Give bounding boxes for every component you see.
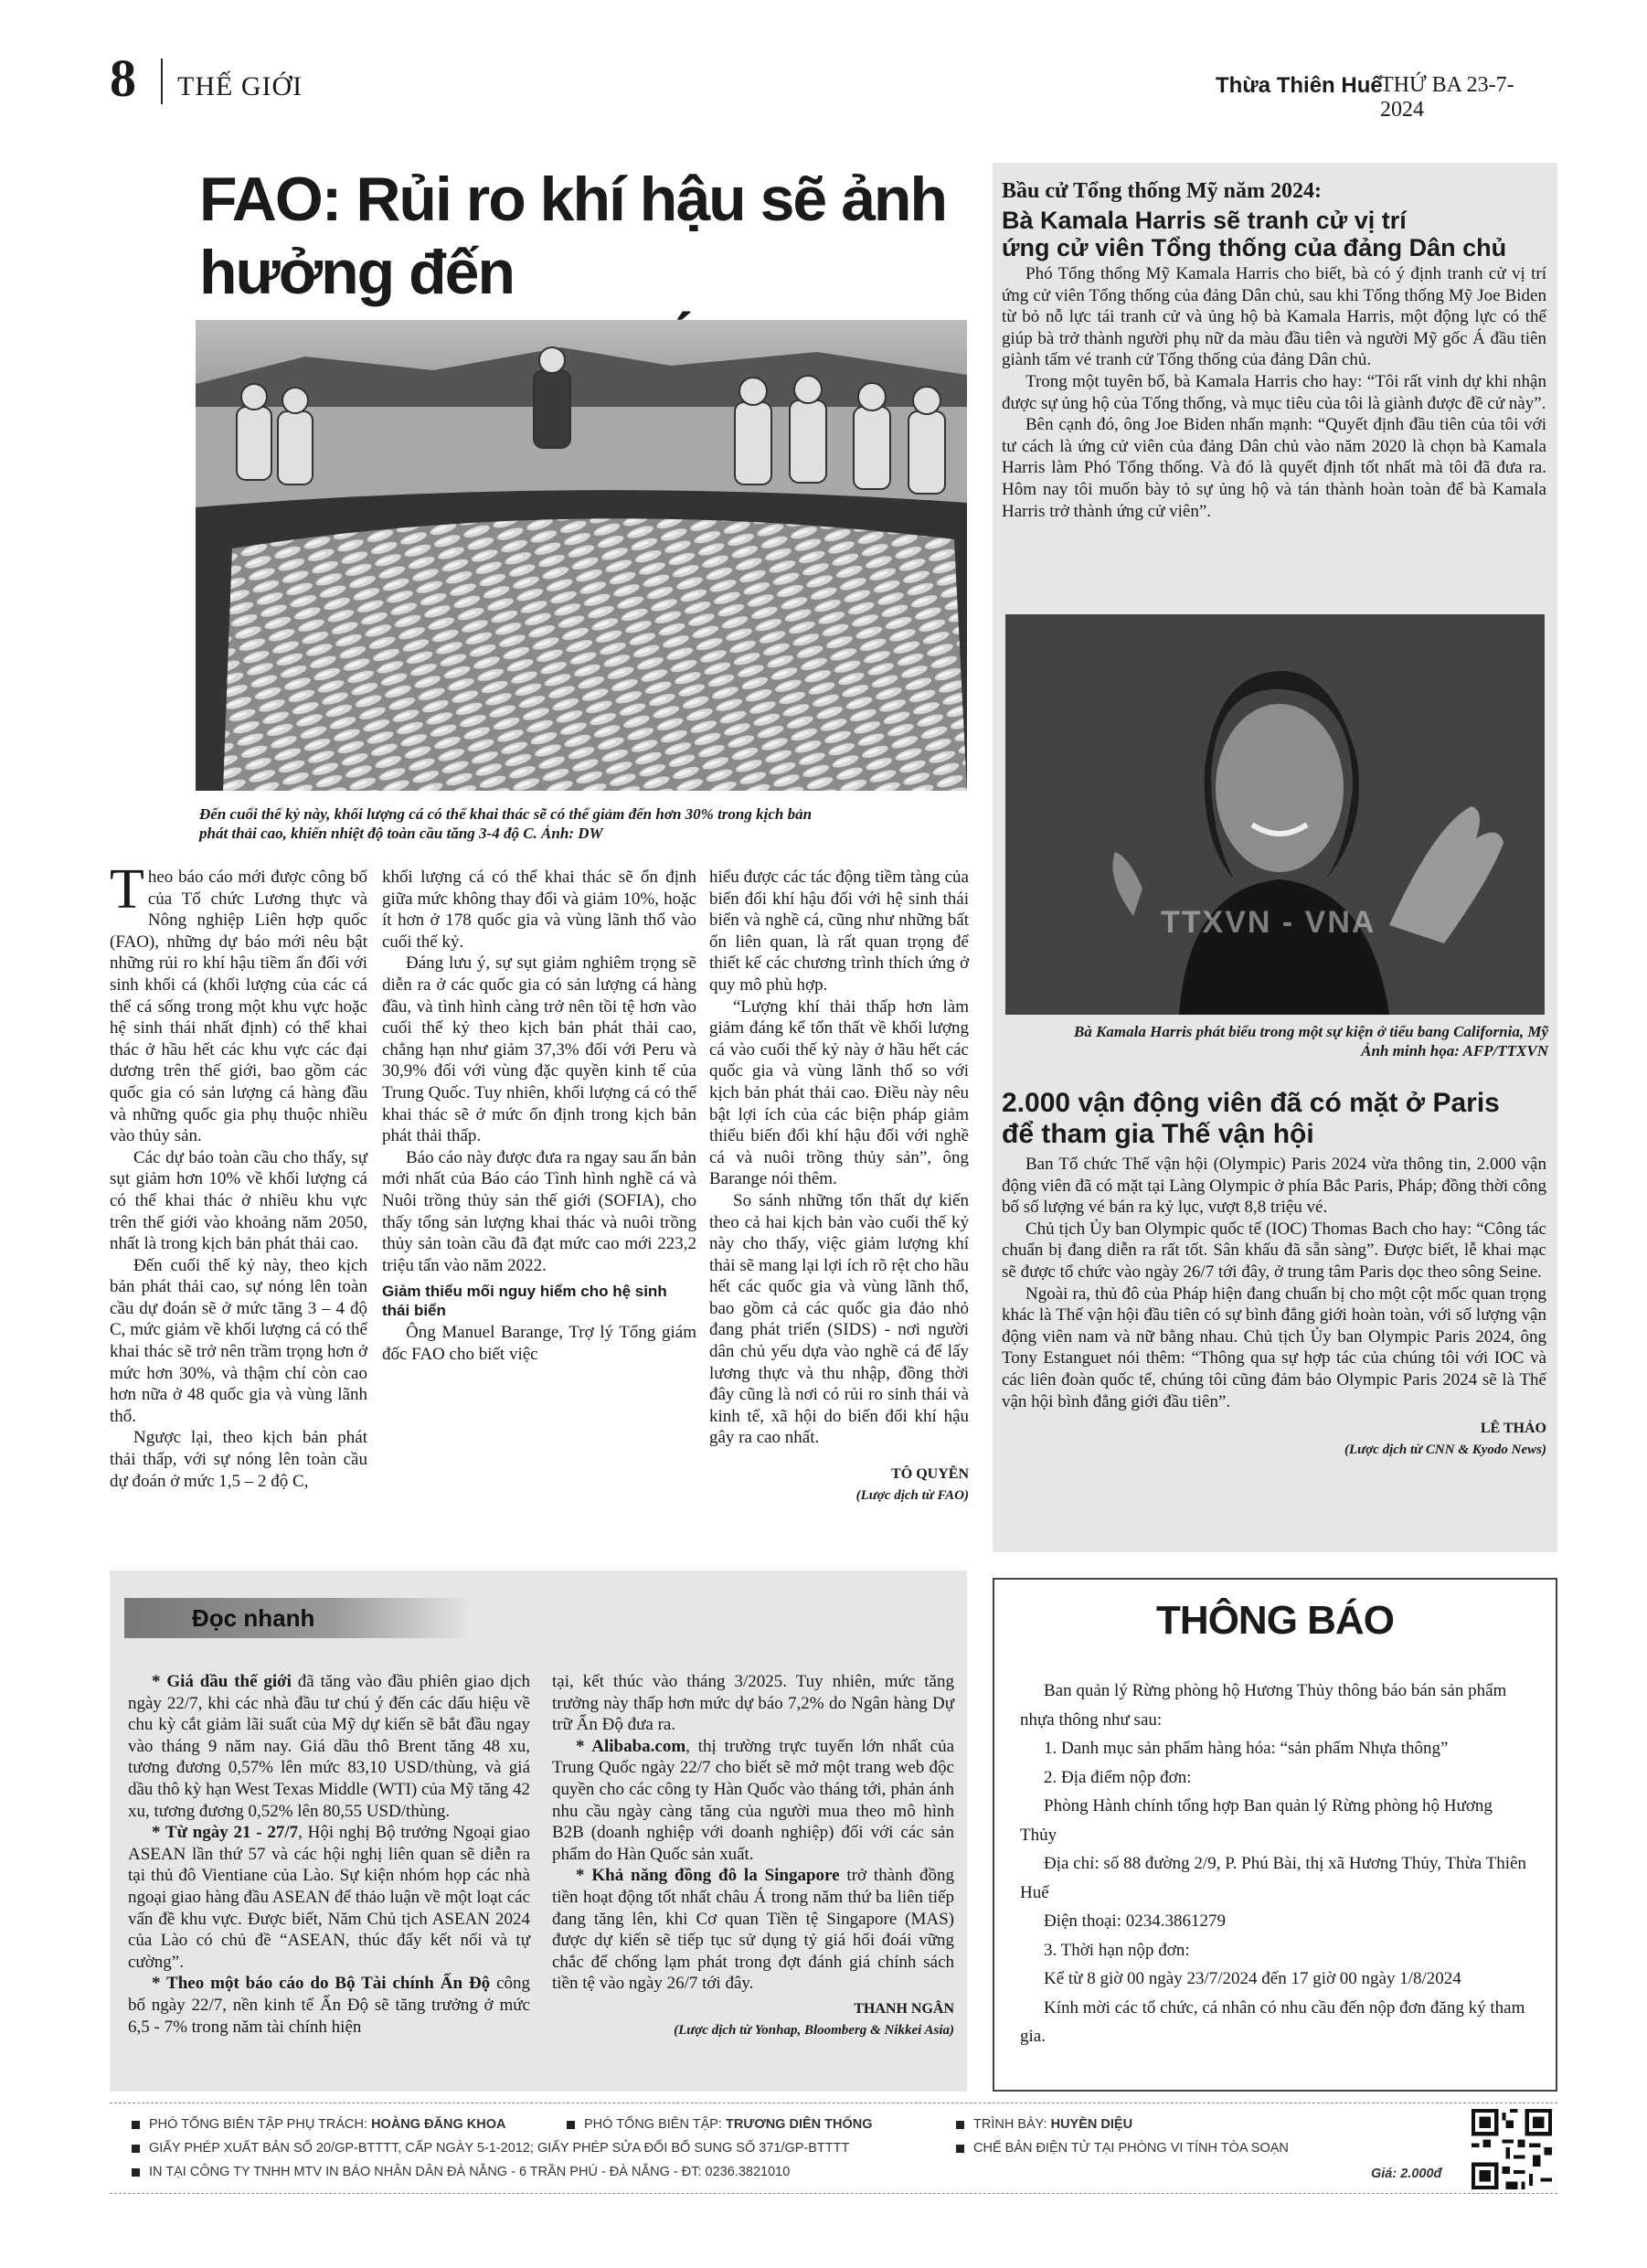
footer-value: IN TẠI CÔNG TY TNHH MTV IN BÁO NHÂN DÂN ĐÀ NẴNG - 6 TRẦN PHÚ - ĐÀ NẴNG - ĐT: 0236.3821010 [149, 2165, 791, 2179]
quick-read-item-bold: * Theo một báo cáo do Bộ Tài chính Ấn Độ [152, 1974, 491, 1994]
quick-read-item-text: đã tăng vào đầu phiên giao dịch ngày 22/7, khi các nhà đầu tư chú ý đến các dấu hiệu về chu kỳ cắt giảm lãi suất của Mỹ dự kiến sẽ bắt đầu ngay vào tháng 9 năm nay. Giá dầu thô Brent tăng 48 xu, tương đương 0,57% lên mức 83,10 USD/thùng, và giá dầu thô kỳ hạn West Texas Middle (WTI) của Mỹ tăng 42 xu, tương đương 0,52% lên 80,55 USD/thùng. [128, 1672, 530, 1821]
harris-photo-watermark: TTXVN - VNA [1161, 905, 1376, 940]
bullet-square-icon [132, 2168, 140, 2177]
main-col1-para: Theo báo cáo mới được công bố của Tổ chức Lương thực và Nông nghiệp Liên hợp quốc (FAO), những dự báo mới nêu bật những rủi ro khí hậu tiềm ẩn đối với sinh khối cá (khối lượng của các cá thể cá sống trong một khu vực hoặc hệ sinh thái nhất định) có thể khai thác ở hầu hết các khu vực các đại dương trên thế giới, bao gồm các quốc gia có sản lượng cá hàng đầu và những quốc gia phụ thuộc nhiều vào thủy sản. [110, 858, 367, 1146]
notice-line: Kính mời các tổ chức, cá nhân có nhu cầu đến nộp đơn đăng ký tham gia. [1020, 1997, 1525, 2046]
notice-body [1020, 1677, 1532, 2051]
quick-read-item-text: , Hội nghị Bộ trưởng Ngoại giao ASEAN lần thứ 57 và các hội nghị liên quan sẽ diễn ra tại thủ đô Vientiane của Lào. Sự kiện nhóm họp các nhà ngoại giao hàng đầu ASEAN để thảo luận về một loạt các vấn đề khu vực. Được biết, Năm Chủ tịch ASEAN 2024 của Lào có chủ đề “ASEAN, thúc đẩy kết nối và tự cường”. [128, 1823, 530, 1972]
footer-typeset [956, 2138, 1289, 2158]
notice-line: Điện thoại: 0234.3861279 [1044, 1911, 1226, 1931]
olympic-headline-line2: để tham gia Thế vận hội [1002, 1119, 1314, 1149]
quick-read-item-bold: * Khả năng đồng đô la Singapore [576, 1866, 840, 1886]
notice-line: Ban quản lý Rừng phòng hộ Hương Thủy thông báo bán sản phẩm nhựa thông như sau: [1020, 1681, 1507, 1730]
olympic-headline [1002, 1088, 1550, 1150]
footer-license [132, 2138, 849, 2158]
notice-line: 2. Địa điểm nộp đơn: [1044, 1767, 1192, 1787]
footer-layout [956, 2114, 1132, 2135]
footer-label: PHÓ TỔNG BIÊN TẬP: [584, 2117, 722, 2132]
fish-net-photo [196, 320, 967, 791]
harris-para: Bên cạnh đó, ông Joe Biden nhấn mạnh: “Quyết định đầu tiên của tôi với tư cách là ứng cử viên của đảng Dân chủ vào năm 2020 là chọn bà Kamala Harris làm Phó Tổng thống. Và đó là quyết định tốt nhất mà tôi đã đưa ra. Hôm nay tôi muốn bày tỏ sự ủng hộ và tán thành hoàn toàn để bà Kamala Harris trở thành ứng cử viên”. [1002, 415, 1546, 521]
bullet-square-icon [567, 2121, 575, 2129]
quick-read-title-bar [124, 1598, 472, 1638]
olympic-source: (Lược dịch từ CNN & Kyodo News) [1344, 1442, 1546, 1457]
bullet-square-icon [956, 2145, 964, 2153]
fish-net-illustration [196, 320, 967, 791]
notice-line [1020, 1734, 1532, 1763]
footer-value: HOÀNG ĐĂNG KHOA [371, 2117, 506, 2132]
footer-printer [132, 2162, 790, 2182]
olympic-author: LÊ THẢO [1480, 1421, 1546, 1437]
main-col1-para: Đến cuối thế kỷ này, theo kịch bản phát thải cao, sự nóng lên toàn cầu dự đoán sẽ ở mức tăng 3 – 4 độ C, mức giảm về khối lượng cá có thể khai thác sẽ trở nên trầm trọng hơn ở mức hơn 30%, và thậm chí còn cao hơn nữa ở 48 quốc gia và vùng lãnh thổ. [110, 1255, 367, 1426]
quick-read-item-text: công bố ngày 22/7, nền kinh tế Ấn Độ sẽ tăng trưởng ở mức 6,5 - 7% trong năm tài chính hiện [128, 1974, 530, 2037]
quick-read-item [128, 1973, 530, 2038]
quick-read-source: (Lược dịch từ Yonhap, Bloomberg & Nikkei Asia) [674, 2022, 954, 2038]
main-col3-para: “Lượng khí thải thấp hơn làm giảm đáng kể tổn thất về khối lượng cá vào cuối thế kỷ này ở hầu hết các quốc gia và vùng lãnh thổ so với kịch bản phát thải cao. Điều này nêu bật lợi ích của các biện pháp giảm thiểu biến đổi khí hậu đối với nghề cá và nuôi trồng thủy sản”, ông Barange nói thêm. [709, 996, 969, 1189]
main-col2-para: khối lượng cá có thể khai thác sẽ ổn định giữa mức không thay đổi và giảm 10%, hoặc ít hơn ở 178 quốc gia và vùng lãnh thổ vào cuối thế kỷ. [382, 868, 696, 952]
publication-name: Thừa Thiên Huế [1216, 73, 1383, 98]
quick-read-item [128, 1671, 530, 1822]
harris-body [1002, 263, 1546, 522]
fish-caption-line1: Đến cuối thế kỷ này, khối lượng cá có thể khai thác sẽ có thể giảm đến hơn 30% trong kịch bản [199, 805, 813, 823]
harris-caption-line1: Bà Kamala Harris phát biểu trong một sự kiện ở tiểu bang California, Mỹ [1073, 1023, 1548, 1040]
quick-read-item-bold: * Giá dầu thế giới [152, 1672, 292, 1691]
notice-line-text: 1. Danh mục sản phẩm hàng hóa: “sản phẩm Nhựa thông” [1044, 1739, 1449, 1758]
page-number: 8 [110, 48, 136, 108]
footer-label: PHÓ TỔNG BIÊN TẬP PHỤ TRÁCH: [149, 2117, 368, 2132]
notice-box [993, 1578, 1557, 2092]
fish-caption-line2: phát thải cao, khiến nhiệt độ toàn cầu tăng 3-4 độ C. Ảnh: DW [199, 825, 603, 842]
main-col3-para: hiểu được các tác động tiềm tàng của biến đổi khí hậu đối với hệ sinh thái biển và nghề cá, cũng như những bất ổn liên quan, là rất quan trọng để thiết kế các chương trình thích ứng ở quy mô phù hợp. [709, 868, 969, 995]
header-divider [161, 59, 163, 104]
harris-photo-caption [1002, 1022, 1548, 1060]
main-source: (Lược dịch từ FAO) [855, 1487, 969, 1503]
main-col1-para: Ngược lại, theo kịch bản phát thải thấp, với sự nóng lên toàn cầu dự đoán ở mức 1,5 – 2 độ C, [110, 1428, 367, 1491]
quick-read-item-text: tại, kết thúc vào tháng 3/2025. Tuy nhiên, mức tăng trưởng này thấp hơn mức dự báo 7,2% do Ngân hàng Dự trữ Ấn Độ đưa ra. [552, 1672, 954, 1735]
quick-read-author: THANH NGÂN [854, 2000, 954, 2017]
harris-portrait-illustration [1005, 614, 1545, 1015]
harris-headline [1002, 207, 1550, 261]
harris-para: Trong một tuyên bố, bà Kamala Harris cho hay: “Tôi rất vinh dự khi nhận được sự ủng hộ của Tổng thống, và mục tiêu của tôi là giành được đề cử này”. [1002, 371, 1546, 413]
main-col2-para: Báo cáo này được đưa ra ngay sau ấn bản mới nhất của Báo cáo Tình hình nghề cá và Nuôi trồng thủy sản thế giới (SOFIA), cho thấy tổng sản lượng khai thác và nuôi trồng thủy sản toàn cầu đã đạt mức cao mới 223,2 triệu tấn vào năm 2022. [382, 1147, 696, 1275]
fish-photo-caption [199, 804, 976, 843]
bullet-square-icon [132, 2145, 140, 2153]
main-col-1 [110, 858, 367, 1492]
footer-label: TRÌNH BÀY: [973, 2117, 1047, 2132]
quick-read-item-text: trở thành đồng tiền hoạt động tốt nhất châu Á trong năm thứ ba liên tiếp đang tăng lên, khi Cơ quan Tiền tệ Singapore (MAS) được dự kiến sẽ tiếp tục sử dụng tỷ giá hối đoái vững chắc để chống lạm phát trong đợt đánh giá chính sách tiền tệ vào ngày 26/7 tới đây. [552, 1866, 954, 1994]
notice-line: Phòng Hành chính tổng hợp Ban quản lý Rừng phòng hộ Hương Thủy [1020, 1796, 1493, 1845]
main-col-3 [709, 867, 969, 1507]
quick-read-title: Đọc nhanh [192, 1604, 315, 1632]
harris-headline-line1: Bà Kamala Harris sẽ tranh cử vị trí [1002, 207, 1407, 234]
main-col2-para: Ông Manuel Barange, Trợ lý Tổng giám đốc FAO cho biết việc [382, 1323, 696, 1364]
harris-para: Phó Tổng thống Mỹ Kamala Harris cho biết, bà có ý định tranh cử vị trí ứng cử viên Tổng thống của đảng Dân chủ, sau khi Tổng thống Mỹ Joe Biden từ bỏ nỗ lực tái tranh cử và ủng hộ bà Kamala Harris, một động lực có thể giúp bà trở thành người phụ nữ da màu đầu tiên và người Mỹ gốc Á đầu tiên giành tấm vé tranh cử Tổng thống của đảng Dân chủ. [1002, 264, 1546, 370]
main-col2-para: Đáng lưu ý, sự sụt giảm nghiêm trọng sẽ diễn ra ở các quốc gia có sản lượng cá hàng đầu, và tình hình càng trở nên tồi tệ hơn vào cuối thế kỷ theo kịch bản phát thải cao, chẳng hạn như giảm 37,3% đối với Peru và 30,9% đối với vùng đặc quyền kinh tế của Trung Quốc. Tuy nhiên, khối lượng cá có thể khai thác sẽ ở mức ổn định trong kịch bản phát thải thấp. [382, 953, 696, 1146]
issue-date: THỨ BA 23-7-2024 [1380, 73, 1514, 122]
bullet-square-icon [132, 2121, 140, 2129]
quick-read-item [552, 1736, 954, 1866]
quick-read-item-bold: * Từ ngày 21 - 27/7 [152, 1823, 299, 1843]
footer-value: CHẾ BẢN ĐIỆN TỬ TẠI PHÒNG VI TÍNH TÒA SOẠN [973, 2141, 1289, 2156]
olympic-para: Ngoài ra, thủ đô của Pháp hiện đang chuẩn bị cho một cột mốc quan trọng khác là Thế vận hội đầu tiên có sự bình đẳng giới hoàn toàn, với số lượng vận động viên nam và nữ bằng nhau. Chủ tịch Ủy ban Olympic Paris 2024, ông Tony Estanguet nói thêm: “Thông qua sự hợp tác của chúng tôi với IOC và các liên đoàn quốc tế, chúng tôi cũng đảm bảo Olympic Paris 2024 sẽ là Thế vận hội bình đẳng giới đầu tiên”. [1002, 1283, 1546, 1411]
quick-read-item [552, 1671, 954, 1736]
section-name: THẾ GIỚI [177, 71, 303, 101]
notice-line: Địa chỉ: số 88 đường 2/9, P. Phú Bài, thị xã Hương Thủy, Thừa Thiên Huế [1020, 1854, 1526, 1902]
footer-deputy-editor-2 [567, 2114, 873, 2135]
harris-headline-line2: ứng cử viên Tổng thống của đảng Dân chủ [1002, 234, 1507, 261]
bullet-square-icon [956, 2121, 964, 2129]
footer-value: GIẤY PHÉP XUẤT BẢN SỐ 20/GP-BTTTT, CẤP NGÀY 5-1-2012; GIẤY PHÉP SỬA ĐỔI BỔ SUNG SỐ 371/GP-BTTTT [149, 2141, 850, 2156]
olympic-body [1002, 1154, 1546, 1461]
harris-caption-line2: Ảnh minh họa: AFP/TTXVN [1361, 1042, 1548, 1059]
notice-title: THÔNG BÁO [1156, 1598, 1394, 1643]
main-headline-line1: FAO: Rủi ro khí hậu sẽ ảnh hưởng đến [199, 165, 946, 307]
quick-read-item-text: , thị trường trực tuyến lớn nhất của Trung Quốc ngày 22/7 cho biết sẽ mở một trang web độc quyền cho các công ty Hàn Quốc vào tháng tới, phản ánh nhu cầu ngày càng tăng của người mua theo mô hình B2B (doanh nghiệp với doanh nghiệp) đối với các sản phẩm do Hàn Quốc sản xuất. [552, 1736, 955, 1864]
quick-read-item [128, 1822, 530, 1973]
footer-price: Giá: 2.000đ [1371, 2167, 1442, 2181]
main-subhead: Giảm thiểu mối nguy hiểm cho hệ sinh thái biển [382, 1283, 667, 1320]
harris-kicker: Bầu cử Tổng thống Mỹ năm 2024: [1002, 179, 1323, 203]
footer-deputy-editor [132, 2114, 505, 2135]
qr-code-icon [1472, 2109, 1552, 2189]
footer-value: HUYỀN DIỆU [1050, 2117, 1133, 2132]
olympic-para: Chủ tịch Ủy ban Olympic quốc tế (IOC) Thomas Bach cho hay: “Công tác chuẩn bị đang diễn ra rất tốt. Sân khấu đã sẵn sàng”. Được biết, lễ khai mạc sẽ được tổ chức vào ngày 26/7 tới đây, ở trung tâm Paris dọc theo sông Seine. [1002, 1219, 1546, 1282]
olympic-para: Ban Tổ chức Thế vận hội (Olympic) Paris 2024 vừa thông tin, 2.000 vận động viên đã có mặt tại Làng Olympic ở phía Bắc Paris, Pháp; đồng thời công bố số lượng vé bán ra kỷ lục, vượt 8,8 triệu vé. [1002, 1155, 1546, 1218]
main-col3-para: So sánh những tổn thất dự kiến theo cả hai kịch bản vào cuối thế kỷ này cho thấy, việc giảm lượng khí thải sẽ mang lại lợi ích rõ rệt cho hầu hết các quốc gia và vùng lãnh thổ, bao gồm cả các quốc gia đảo nhỏ đang phát triển (SIDS) - nơi người dân chủ yếu dựa vào nghề cá để lấy lương thực và thu nhập, đồng thời đây cũng là nơi có rủi ro sinh thái và kinh tế, xã hội do biến đổi khí hậu gây ra cao nhất. [709, 1190, 969, 1448]
quick-read-item-bold: * Alibaba.com [576, 1736, 686, 1756]
quick-read-col-2 [552, 1671, 954, 2041]
footer [110, 2103, 1557, 2194]
harris-photo [1005, 614, 1545, 1015]
olympic-headline-line1: 2.000 vận động viên đã có mặt ở Paris [1002, 1088, 1500, 1118]
quick-read-item [552, 1865, 954, 1995]
main-col1-para: Các dự báo toàn cầu cho thấy, sự sụt giảm hơn 10% về khối lượng cá có thể khai thác ở nhiều khu vực trên thế giới vào khoảng năm 2050, nhất là trong kịch bản phát thải cao. [110, 1147, 367, 1254]
notice-line: Kể từ 8 giờ 00 ngày 23/7/2024 đến 17 giờ 00 ngày 1/8/2024 [1044, 1969, 1461, 1988]
quick-read-col-1 [128, 1671, 530, 2038]
notice-line: 3. Thời hạn nộp đơn: [1044, 1940, 1190, 1960]
main-col-2 [382, 867, 696, 1365]
footer-value: TRƯƠNG DIÊN THỐNG [725, 2117, 873, 2132]
page-header [101, 48, 1554, 122]
main-author: TÔ QUYÊN [891, 1466, 969, 1483]
